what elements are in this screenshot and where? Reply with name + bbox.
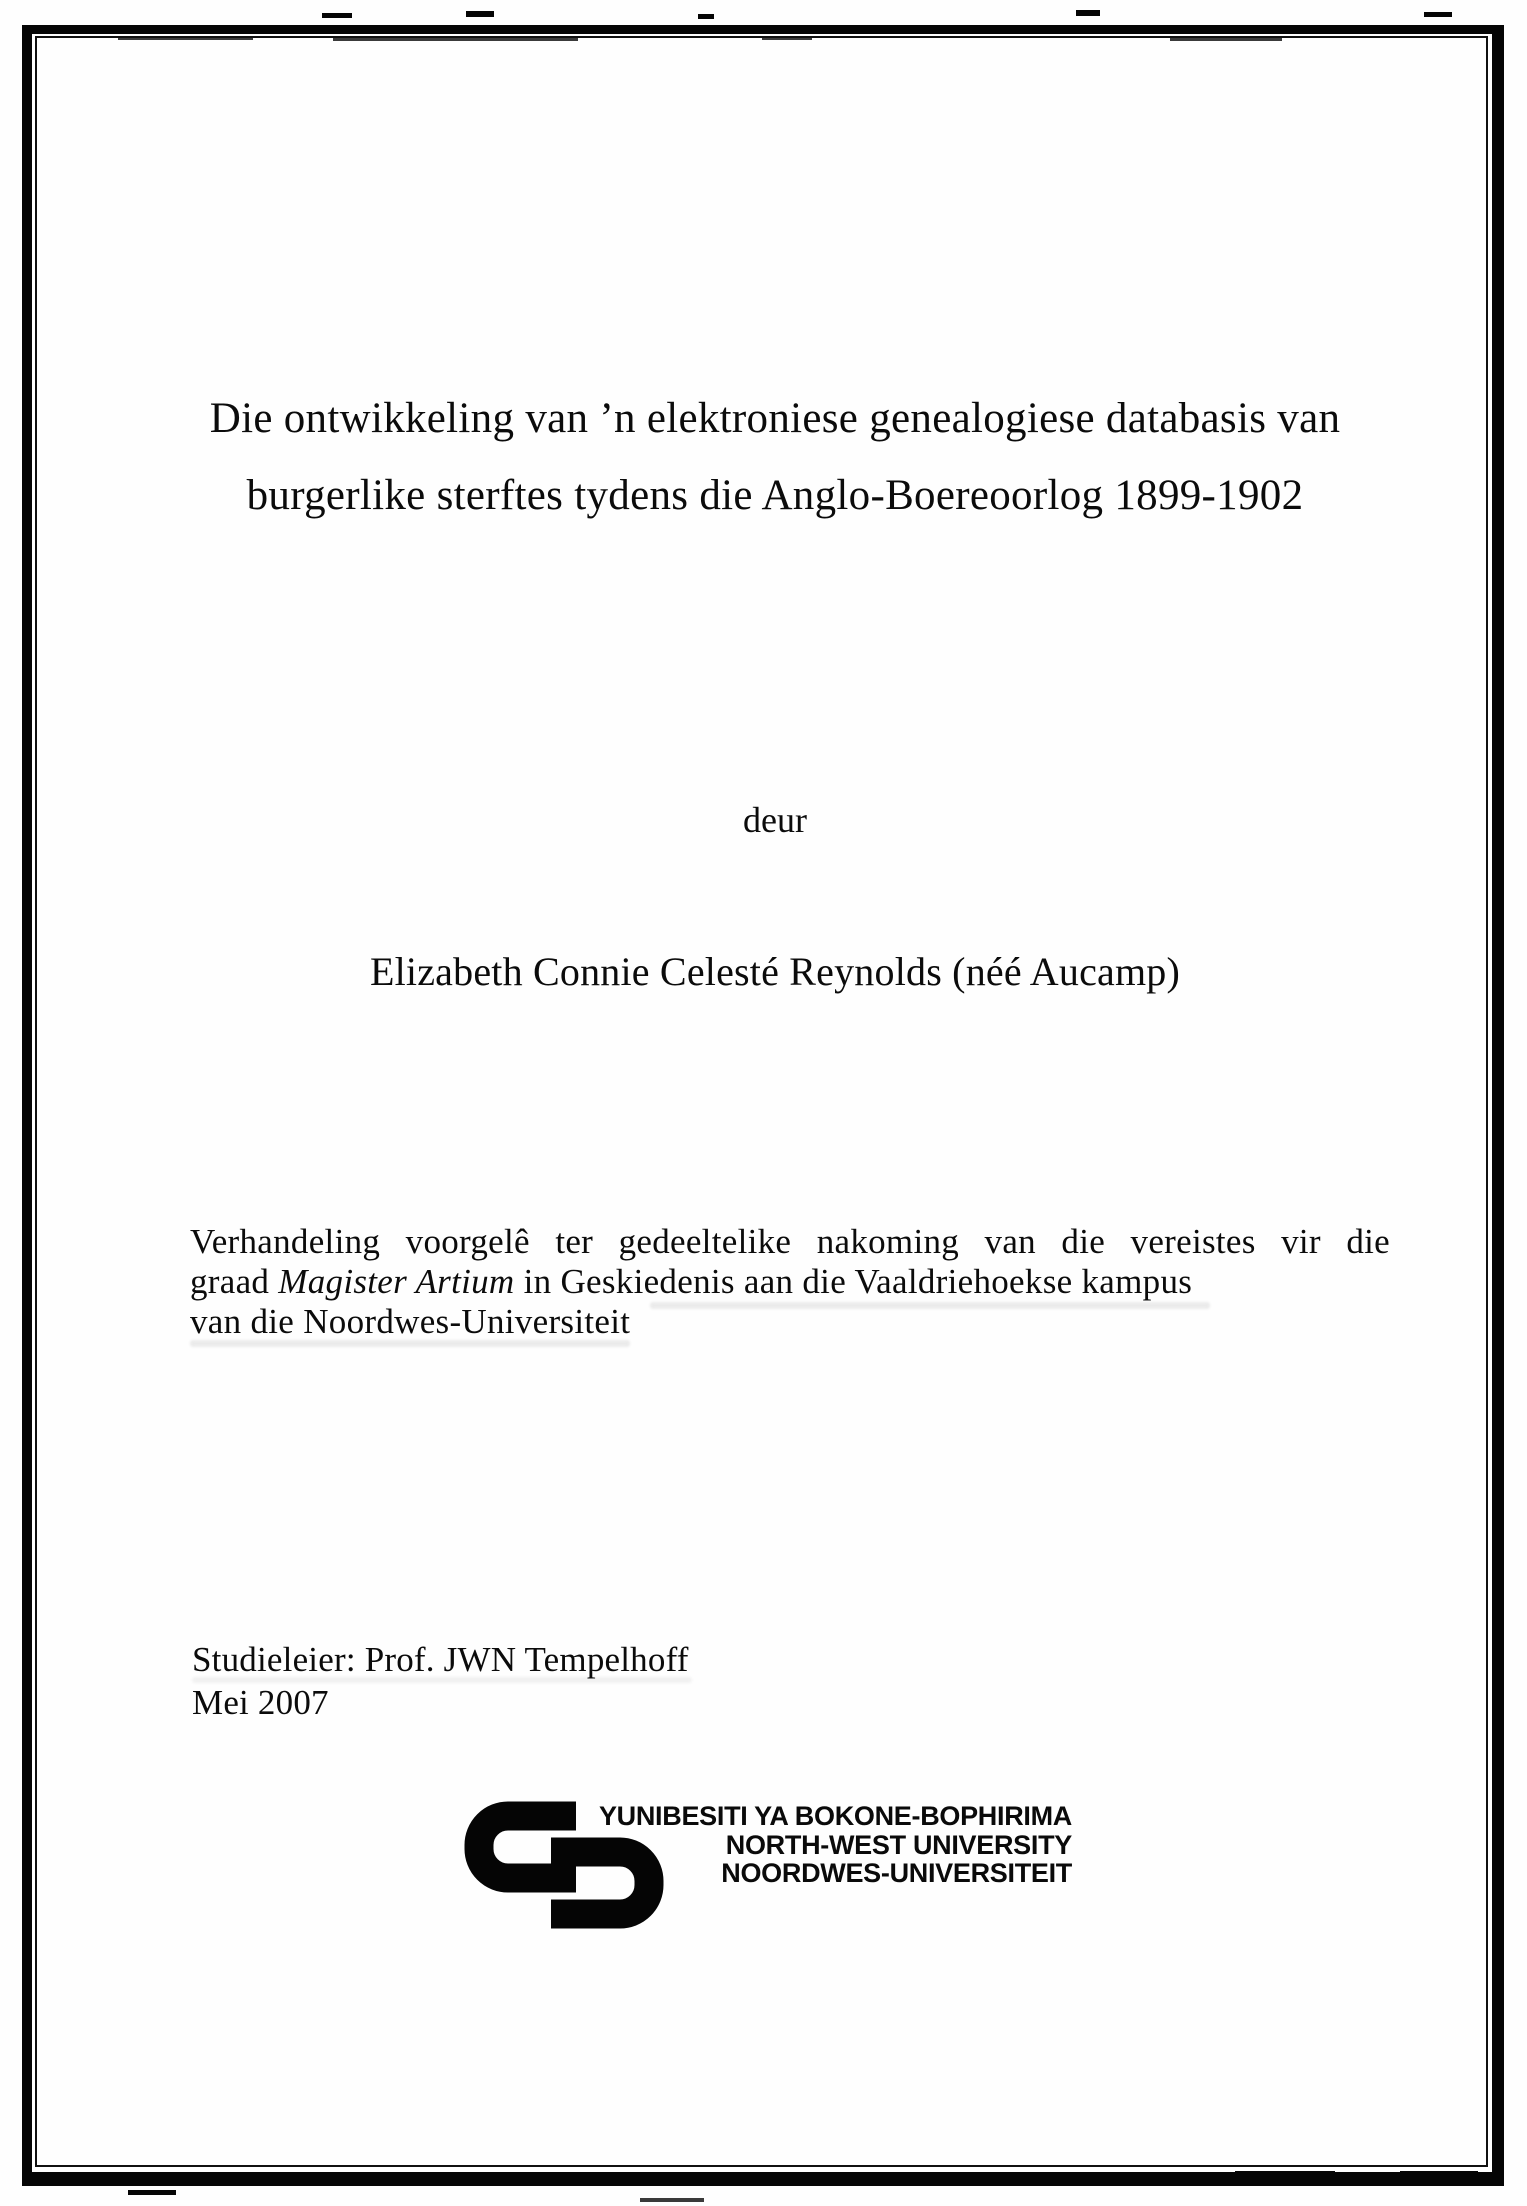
scan-artifact: [640, 2198, 704, 2202]
scan-artifact: [698, 14, 714, 19]
thesis-title: [30, 380, 1520, 534]
thesis-title-line-1: Die ontwikkeling van ’n elektroniese genealogiese databasis van: [209, 395, 1341, 442]
degree-statement-line-2: [190, 1262, 1390, 1302]
byline-label: deur: [743, 800, 807, 840]
supervisor-block: [192, 1638, 689, 1724]
degree-statement-line-2-prefix: graad: [190, 1262, 279, 1301]
date-line: Mei 2007: [192, 1683, 329, 1722]
degree-statement: [190, 1222, 1390, 1342]
scan-artifact: [1076, 10, 1100, 16]
university-name-setswana: YUNIBESITI YA BOKONE-BOPHIRIMA: [598, 1801, 1072, 1831]
supervisor-line: Studieleier: Prof. JWN Tempelhoff: [192, 1640, 689, 1679]
degree-statement-line-1: Verhandeling voorgelê ter gedeeltelike nakoming van die vereistes vir die: [190, 1222, 1390, 1261]
degree-name-italic: Magister Artium: [278, 1262, 515, 1301]
degree-statement-line-3: van die Noordwes-Universiteit: [190, 1302, 631, 1341]
scan-artifact: [128, 2190, 176, 2195]
scan-artifact: [322, 13, 352, 18]
university-logo-text: [580, 1802, 1072, 1888]
thesis-title-line-2: burgerlike sterftes tydens die Anglo-Boereoorlog 1899-1902: [246, 472, 1304, 519]
scan-artifact: [466, 11, 494, 17]
author-name: Elizabeth Connie Celesté Reynolds (néé Aucamp): [369, 949, 1181, 994]
university-name-english: NORTH-WEST UNIVERSITY: [725, 1829, 1072, 1860]
scan-artifact: [1424, 12, 1452, 17]
degree-statement-line-2-suffix: in Geskiedenis aan die Vaaldriehoekse kampus: [514, 1262, 1193, 1301]
university-name-afrikaans: NOORDWES-UNIVERSITEIT: [721, 1858, 1072, 1888]
